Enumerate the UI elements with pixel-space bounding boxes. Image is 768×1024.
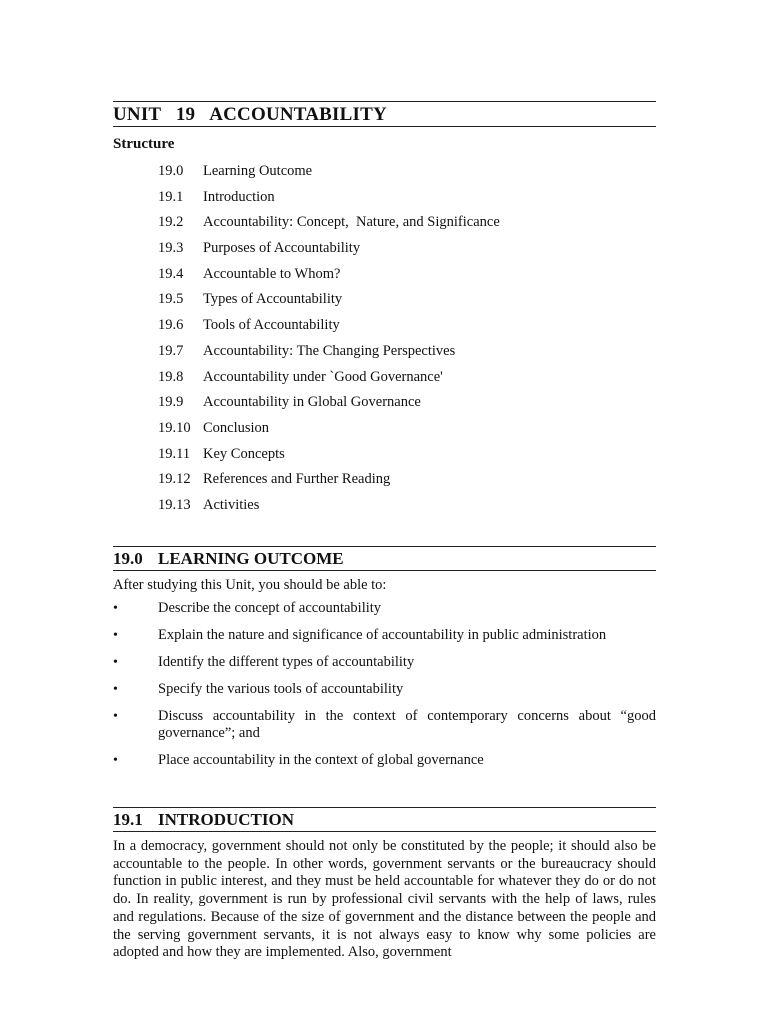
toc-number: 19.11 [158,445,191,462]
unit-title [113,102,656,126]
bullet-icon: • [113,601,118,616]
list-item-text: Place accountability in the context of global governance [158,751,484,768]
toc-number: 19.3 [158,240,184,257]
list-item-text: Describe the concept of accountability [158,600,382,616]
unit-name: ACCOUNTABILITY [209,104,387,125]
toc-label: References and Further Reading [203,471,391,488]
section-heading [113,808,656,831]
list-item [113,681,656,699]
toc-number: 19.9 [158,394,184,411]
toc-label: Tools of Accountability [203,317,340,334]
bullet-icon: • [113,627,118,643]
section-heading [113,547,656,570]
toc-item [158,237,500,263]
structure-label: Structure [113,136,175,152]
toc-number: 19.0 [158,163,184,179]
unit-header [113,101,656,127]
toc-item [158,314,500,340]
list-item [113,708,656,743]
unit-number: UNIT 19 [113,104,196,125]
bullet-icon: • [113,681,118,697]
outcome-list [113,600,656,769]
toc-number: 19.8 [158,368,184,385]
section-bottom-rule [113,831,656,832]
table-of-contents [158,160,500,520]
bullet-icon: • [113,708,118,724]
list-item [113,654,656,672]
toc-label: Learning Outcome [203,163,313,179]
list-item [113,752,656,770]
list-item-text: Identify the different types of accountability [158,653,415,670]
toc-label: Accountable to Whom? [203,265,341,282]
introduction-section [113,807,656,962]
toc-label: Activities [203,496,260,513]
toc-number: 19.7 [158,342,184,359]
list-item-text: Explain the nature and significance of accountability in public administration [158,626,607,643]
toc-number: 19.10 [158,419,191,436]
list-item-text: Discuss accountability in the context of contemporary concerns about “good governance”; and [158,707,656,742]
section-title: INTRODUCTION [158,810,295,829]
list-item [113,600,656,618]
toc-number: 19.6 [158,317,184,334]
toc-label: Introduction [203,188,275,205]
toc-label: Accountability: Concept, Nature, and Significance [203,214,500,231]
toc-item [158,366,500,392]
toc-item [158,340,500,366]
toc-item [158,211,500,237]
toc-item [158,186,500,212]
bottom-rule [113,126,656,127]
toc-item [158,288,500,314]
toc-label: Types of Accountability [203,291,343,308]
learning-outcome-section [113,546,656,779]
toc-item [158,263,500,289]
toc-number: 19.12 [158,471,191,488]
toc-item [158,391,500,417]
toc-number: 19.13 [158,496,191,513]
list-item [113,627,656,645]
toc-number: 19.5 [158,291,184,308]
toc-label: Conclusion [203,419,270,436]
bullet-icon: • [113,752,118,768]
toc-number: 19.1 [158,188,184,205]
bullet-icon: • [113,654,118,670]
toc-number: 19.2 [158,214,184,231]
list-item-text: Specify the various tools of accountability [158,680,404,697]
toc-label: Accountability under `Good Governance' [203,368,443,385]
toc-item [158,494,500,520]
toc-item [158,417,500,443]
toc-item [158,443,500,469]
toc-label: Accountability in Global Governance [203,394,421,411]
section-number: 19.1 [113,810,143,829]
body-paragraph: In a democracy, government should not only be constituted by the people; it should also be accountable to the people. In other words, government servants or the bureaucracy should function in public interest, and they must be held accountable for whatever they do or do not do. In reality, government is run by professional civil servants with the help of laws, rules and regulations. Because of the size of government and the distance between the people and the serving government servants, it is not always easy to know why some policies are adopted and how they are implemented. Also, government [113,838,656,961]
toc-item [158,160,500,186]
toc-label: Accountability: The Changing Perspectives [203,342,456,359]
section-title: LEARNING OUTCOME [158,549,344,568]
toc-number: 19.4 [158,265,184,282]
section-intro: After studying this Unit, you should be able to: [113,577,387,593]
section-number: 19.0 [113,549,143,568]
toc-item [158,468,500,494]
toc-label: Purposes of Accountability [203,240,361,257]
section-bottom-rule [113,570,656,571]
toc-label: Key Concepts [203,445,285,462]
